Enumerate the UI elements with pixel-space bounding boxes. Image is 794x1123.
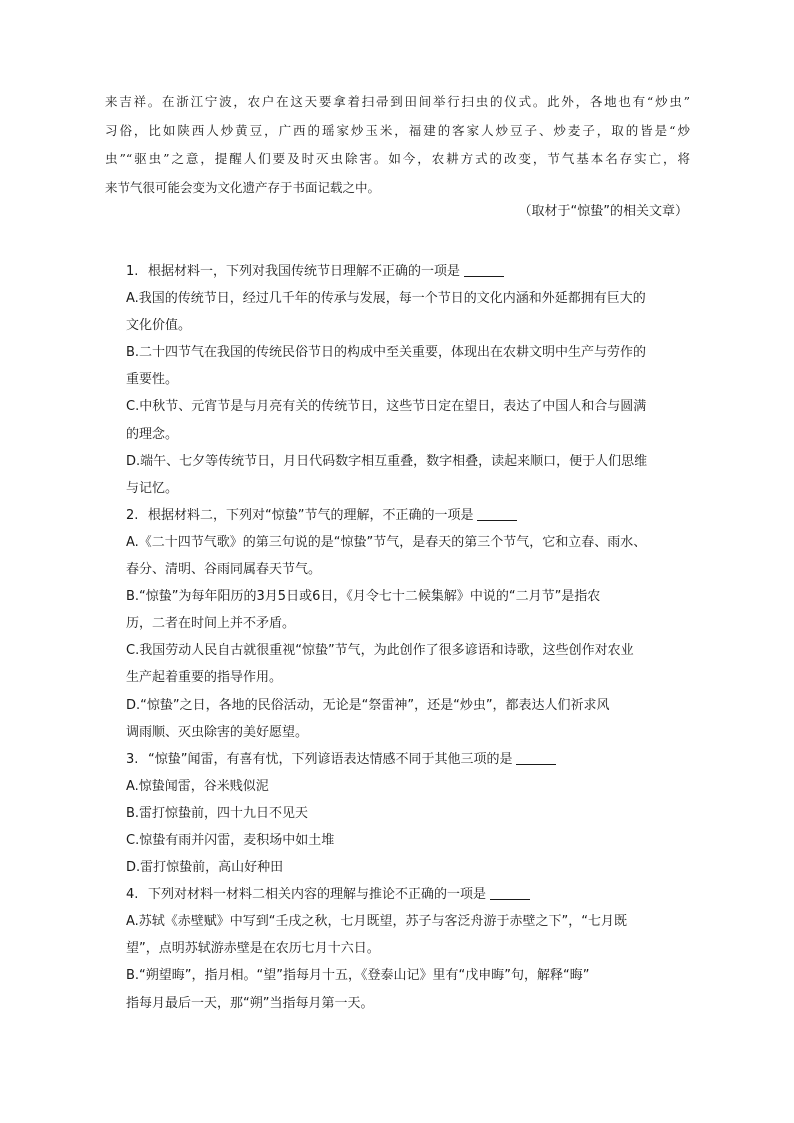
passage-line: 虫”“驱虫”之意，提醒人们要及时灭虫除害。如今，农耕方式的改变，节气基本名存实亡，将	[105, 151, 690, 166]
option-b-line: 指每月最后一天，那“朔”当指每月第一天。	[126, 995, 374, 1011]
question-stem: 下列对材料一材料二相关内容的理解与推论不正确的一项是	[148, 887, 487, 903]
question-number: 1.	[126, 264, 139, 279]
question-stem: 根据材料二，下列对“惊蛰”节气的理解，不正确的一项是	[148, 507, 474, 523]
answer-blank[interactable]	[490, 885, 530, 900]
option-c-line: 的理念。	[126, 426, 179, 442]
question-4	[126, 881, 698, 908]
option-c-line: C.中秋节、元宵节是与月亮有关的传统节日，这些节日定在望日，表达了中国人和合与圆满	[126, 399, 647, 415]
option-d-line: D.端午、七夕等传统节日，月日代码数字相互重叠，数字相叠，读起来顺口，便于人们思维	[126, 453, 648, 469]
option-a-line: A.苏轼《赤壁赋》中写到“壬戌之秋，七月既望，苏子与客泛舟游于赤壁之下”，“七月既	[126, 914, 628, 930]
option-d-line: 与记忆。	[126, 480, 179, 496]
question-stem: 根据材料一，下列对我国传统节日理解不正确的一项是	[148, 264, 461, 279]
option-a-line: 文化价值。	[126, 318, 192, 334]
option-c-line: C.惊蛰有雨并闪雷，麦积场中如土堆	[126, 832, 335, 848]
option-b-line: 历，二者在时间上并不矛盾。	[126, 616, 296, 632]
option-d-line: 调雨顺、灭虫除害的美好愿望。	[126, 724, 309, 740]
question-stem: “惊蛰”闻雷，有喜有忧，下列谚语表达情感不同于其他三项的是	[148, 751, 513, 767]
question-number: 3.	[126, 751, 139, 767]
option-b-line: B.二十四节气在我国的传统民俗节日的构成中至关重要，体现出在农耕文明中生产与劳作的	[126, 345, 647, 361]
option-b-line: B.“朔望晦”，指月相。“望”指每月十五，《登泰山记》里有“戊申晦”句，解释“晦”	[126, 968, 590, 984]
option-a-line: A.我国的传统节日，经过几千年的传承与发展，每一个节日的文化内涵和外延都拥有巨大的	[126, 291, 646, 307]
option-b-line: B.雷打惊蛰前，四十九日不见天	[126, 805, 309, 821]
option-d-line: D.雷打惊蛰前，高山好种田	[126, 860, 284, 876]
option-b-line: 重要性。	[126, 372, 179, 388]
question-number: 4.	[126, 887, 139, 903]
option-a-line: 春分、清明、谷雨同属春天节气。	[126, 562, 322, 578]
question-2	[126, 502, 698, 529]
answer-blank[interactable]	[464, 262, 504, 277]
question-number: 2.	[126, 507, 139, 523]
source-citation: （取材于“惊蛰”的相关文章）	[518, 204, 688, 219]
passage	[105, 88, 690, 202]
answer-blank[interactable]	[477, 506, 517, 521]
option-d-line: D.“惊蛰”之日，各地的民俗活动，无论是“祭雷神”，还是“炒虫”，都表达人们祈求风	[126, 697, 610, 713]
option-b-line: B.“惊蛰”为每年阳历的3月5日或6日，《月令七十二候集解》中说的“二月节”是指农	[126, 589, 601, 605]
question-1	[126, 258, 698, 285]
option-a-line: A.惊蛰闻雷，谷米贱似泥	[126, 778, 269, 794]
option-c-line: C.我国劳动人民自古就很重视“惊蛰”节气，为此创作了很多谚语和诗歌，这些创作对农业	[126, 643, 634, 659]
question-3	[126, 746, 698, 773]
passage-line: 来吉祥。在浙江宁波，农户在这天要拿着扫帚到田间举行扫虫的仪式。此外，各地也有“炒虫”	[105, 94, 690, 109]
option-a-line: 望”，点明苏轼游赤壁是在农历七月十六日。	[126, 941, 380, 957]
option-a-line: A.《二十四节气歌》的第三句说的是“惊蛰”节气，是春天的第三个节气，它和立春、雨水、	[126, 534, 647, 550]
passage-line: 来节气很可能会变为文化遗产存于书面记载之中。	[105, 179, 381, 195]
option-c-line: 生产起着重要的指导作用。	[126, 670, 283, 686]
questions	[126, 258, 698, 1017]
passage-line: 习俗，比如陕西人炒黄豆，广西的瑶家炒玉米，福建的客家人炒豆子、炒麦子，取的皆是“炒	[105, 122, 690, 138]
answer-blank[interactable]	[516, 750, 556, 765]
